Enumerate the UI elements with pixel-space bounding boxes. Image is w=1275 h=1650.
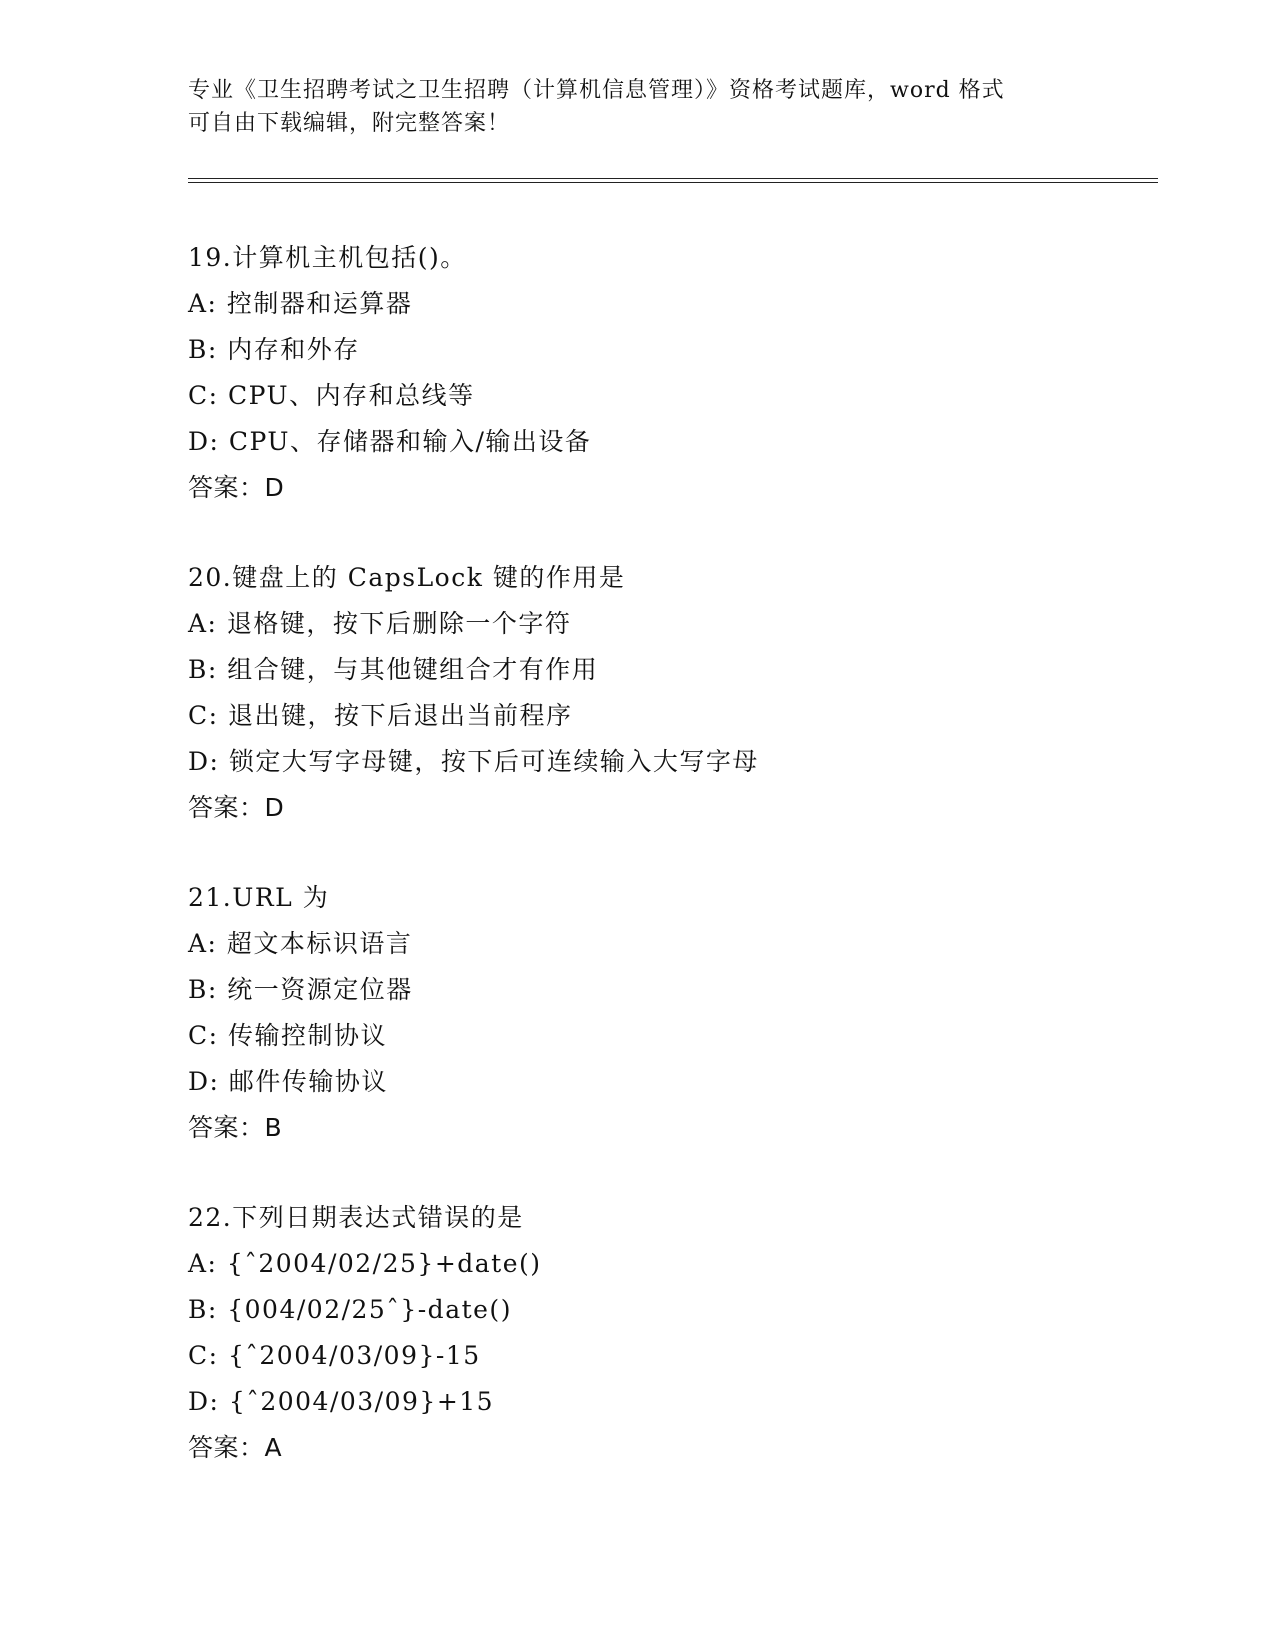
option-c: C: CPU、内存和总线等 xyxy=(188,381,475,410)
option-b: B: 组合键，与其他键组合才有作用 xyxy=(188,655,599,684)
option-a: A: 控制器和运算器 xyxy=(188,289,413,318)
answer-line: 答案：A xyxy=(188,1433,283,1462)
option-d: D: 邮件传输协议 xyxy=(188,1067,388,1096)
option-d: D: CPU、存储器和输入/输出设备 xyxy=(188,427,592,456)
option-b: B: 统一资源定位器 xyxy=(188,975,413,1004)
answer-line: 答案：B xyxy=(188,1113,283,1142)
option-b: B: 内存和外存 xyxy=(188,335,360,364)
answer-line: 答案：D xyxy=(188,793,285,822)
option-c: C: 传输控制协议 xyxy=(188,1021,387,1050)
header-line-2: 可自由下载编辑，附完整答案！ xyxy=(188,111,511,136)
header-divider xyxy=(188,178,1158,183)
question-19 xyxy=(188,235,1148,511)
option-c: C: {ˆ2004/03/09}-15 xyxy=(188,1341,481,1370)
option-d: D: {ˆ2004/03/09}+15 xyxy=(188,1387,495,1416)
option-a: A: {ˆ2004/02/25}+date() xyxy=(188,1249,542,1278)
option-a: A: 退格键，按下后删除一个字符 xyxy=(188,609,572,638)
question-21 xyxy=(188,875,1148,1151)
answer-line: 答案：D xyxy=(188,473,285,502)
header-line-1: 专业《卫生招聘考试之卫生招聘（计算机信息管理）》资格考试题库，word 格式 xyxy=(188,78,1005,103)
option-b: B: {004/02/25ˆ}-date() xyxy=(188,1295,512,1324)
question-20 xyxy=(188,555,1148,831)
document-header xyxy=(188,74,1088,140)
option-a: A: 超文本标识语言 xyxy=(188,929,413,958)
option-c: C: 退出键，按下后退出当前程序 xyxy=(188,701,573,730)
option-d: D: 锁定大写字母键，按下后可连续输入大写字母 xyxy=(188,747,759,776)
question-stem: 22.下列日期表达式错误的是 xyxy=(188,1203,524,1232)
question-stem: 21.URL 为 xyxy=(188,883,330,912)
question-stem: 20.键盘上的 CapsLock 键的作用是 xyxy=(188,563,626,592)
question-22 xyxy=(188,1195,1148,1471)
question-stem: 19.计算机主机包括()。 xyxy=(188,243,467,272)
